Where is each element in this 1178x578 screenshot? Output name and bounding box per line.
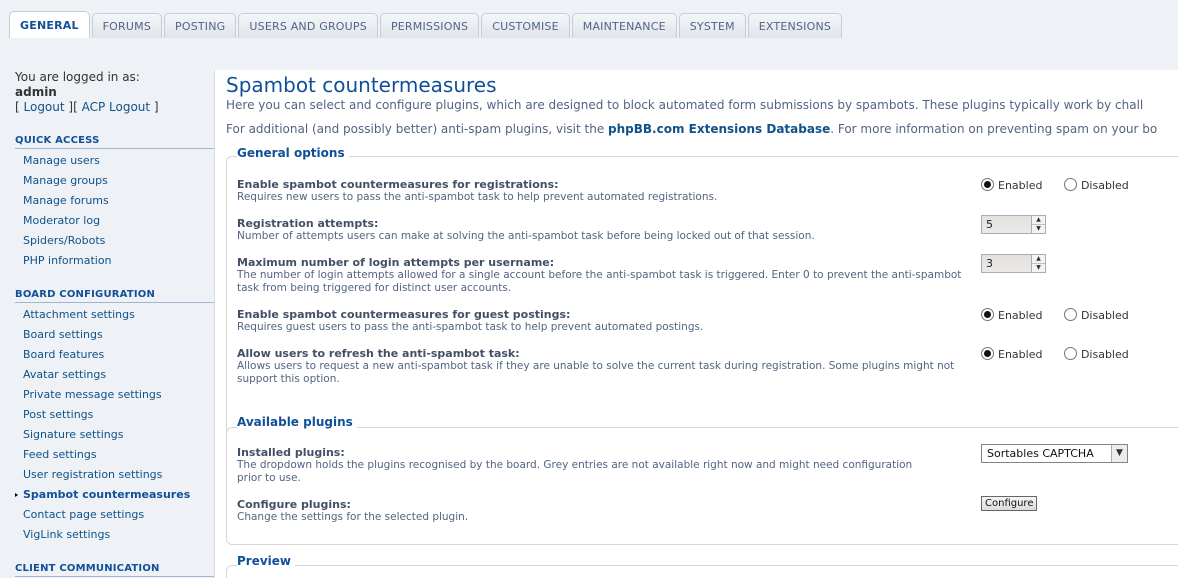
sidebar-item-moderator-log[interactable]: Moderator log bbox=[23, 214, 101, 227]
plugin-select[interactable] bbox=[981, 444, 1128, 463]
sidebar-item-spambot-countermeasures[interactable]: Spambot countermeasures bbox=[0, 485, 214, 505]
radio-label: Disabled bbox=[1080, 348, 1129, 361]
setting-row-reg-captcha bbox=[237, 178, 1177, 204]
username: admin bbox=[15, 85, 57, 99]
client-comm-heading: CLIENT COMMUNICATION bbox=[15, 563, 214, 577]
setting-row-login-attempts bbox=[237, 256, 1177, 295]
stepper-up-icon[interactable]: ▲ bbox=[1032, 216, 1045, 225]
sidebar-item-contact-page-settings[interactable]: Contact page settings bbox=[23, 508, 145, 521]
board-config-heading: BOARD CONFIGURATION bbox=[15, 289, 214, 303]
radio-checked-icon bbox=[981, 347, 994, 360]
radio-label: Disabled bbox=[1080, 309, 1129, 322]
sidebar-item-signature-settings[interactable]: Signature settings bbox=[23, 428, 124, 441]
stepper-value: 5 bbox=[986, 218, 993, 231]
setting-label: Maximum number of login attempts per username: bbox=[237, 256, 555, 269]
tab-permissions[interactable]: PERMISSIONS bbox=[380, 13, 479, 38]
radio-label: Enabled bbox=[998, 348, 1043, 361]
intro-text-1: Here you can select and configure plugins, which are designed to block automated form submissions by spambots. These plugins typically work by chall bbox=[226, 98, 1144, 112]
stepper-buttons bbox=[1031, 216, 1045, 233]
select-value: Sortables CAPTCHA bbox=[987, 447, 1094, 460]
tab-customise[interactable]: CUSTOMISE bbox=[481, 13, 570, 38]
sidebar-item-avatar-settings[interactable]: Avatar settings bbox=[23, 368, 107, 381]
sidebar-item-post-settings[interactable]: Post settings bbox=[23, 408, 94, 421]
installed-plugins-control bbox=[981, 444, 1128, 466]
radio-checked-icon bbox=[981, 308, 994, 321]
setting-row-refresh-captcha bbox=[237, 347, 1177, 386]
setting-label: Enable spambot countermeasures for registrations: bbox=[237, 178, 559, 191]
refresh-captcha-radios bbox=[981, 347, 1147, 361]
tab-users-and-groups[interactable]: USERS AND GROUPS bbox=[238, 13, 378, 38]
main-content bbox=[214, 70, 1178, 578]
general-options-legend: General options bbox=[237, 146, 349, 160]
sidebar-item-manage-groups[interactable]: Manage groups bbox=[23, 174, 108, 187]
setting-row-guest-captcha bbox=[237, 308, 1177, 334]
tab-forums[interactable]: FORUMS bbox=[92, 13, 162, 38]
guest-captcha-disabled-radio[interactable] bbox=[1064, 308, 1129, 322]
stepper-down-icon[interactable]: ▼ bbox=[1036, 264, 1041, 271]
sidebar-item-user-registration-settings[interactable]: User registration settings bbox=[23, 468, 163, 481]
sidebar-item-private-message-settings[interactable]: Private message settings bbox=[23, 388, 162, 401]
tab-general[interactable]: GENERAL bbox=[9, 11, 90, 39]
setting-label: Registration attempts: bbox=[237, 217, 379, 230]
radio-unchecked-icon bbox=[1064, 347, 1077, 360]
login-attempts-stepper[interactable] bbox=[981, 254, 1046, 273]
tab-posting[interactable]: POSTING bbox=[164, 13, 236, 38]
board-config-menu bbox=[0, 305, 214, 545]
acp-logout-link[interactable]: ACP Logout bbox=[81, 100, 151, 114]
tab-bar bbox=[0, 0, 1178, 38]
setting-label: Enable spambot countermeasures for guest postings: bbox=[237, 308, 571, 321]
sidebar-item-manage-forums[interactable]: Manage forums bbox=[23, 194, 109, 207]
setting-label: Installed plugins: bbox=[237, 446, 345, 459]
setting-explain: The number of login attempts allowed for a single account before the anti-spambot task is triggered. Enter 0 to prevent the anti-spambot task from being triggered for distinct user accounts. bbox=[237, 269, 962, 294]
logout-links: [ Logout ][ ACP Logout ] bbox=[15, 100, 159, 114]
setting-explain: Requires new users to pass the anti-spambot task to help prevent automated registrations. bbox=[237, 191, 718, 203]
intro-text-2 bbox=[226, 122, 1157, 136]
sidebar-item-board-features[interactable]: Board features bbox=[23, 348, 105, 361]
sidebar-item-spiders-robots[interactable]: Spiders/Robots bbox=[23, 234, 106, 247]
sidebar-item-manage-users[interactable]: Manage users bbox=[23, 154, 100, 167]
setting-label: Configure plugins: bbox=[237, 498, 351, 511]
guest-captcha-enabled-radio[interactable] bbox=[981, 308, 1042, 322]
page bbox=[0, 38, 1178, 578]
sidebar-item-php-information[interactable]: PHP information bbox=[23, 254, 112, 267]
logged-in-label: You are logged in as: bbox=[15, 70, 140, 84]
stepper-value: 3 bbox=[986, 257, 993, 270]
setting-row-installed-plugins bbox=[237, 446, 1177, 485]
setting-row-configure-plugins bbox=[237, 498, 1177, 524]
radio-unchecked-icon bbox=[1064, 178, 1077, 191]
plugins-legend: Available plugins bbox=[237, 415, 357, 429]
configure-button[interactable]: Configure bbox=[981, 496, 1037, 511]
configure-plugins-control bbox=[981, 496, 1037, 511]
page-title: Spambot countermeasures bbox=[226, 73, 497, 97]
intro-text-2-post: . For more information on preventing spam on your bo bbox=[830, 122, 1158, 136]
login-attempts-control bbox=[981, 254, 1046, 276]
setting-explain: Change the settings for the selected plugin. bbox=[237, 511, 469, 523]
setting-explain: The dropdown holds the plugins recognised by the board. Grey entries are not available right now and might need configuration prior to use. bbox=[237, 459, 913, 484]
radio-label: Disabled bbox=[1080, 179, 1129, 192]
sidebar-item-feed-settings[interactable]: Feed settings bbox=[23, 448, 97, 461]
tab-extensions[interactable]: EXTENSIONS bbox=[748, 13, 842, 38]
preview-fieldset bbox=[226, 565, 1178, 578]
refresh-captcha-enabled-radio[interactable] bbox=[981, 347, 1042, 361]
preview-legend: Preview bbox=[237, 554, 295, 568]
guest-captcha-radios bbox=[981, 308, 1147, 322]
setting-row-reg-attempts bbox=[237, 217, 1177, 243]
reg-captcha-radios bbox=[981, 178, 1147, 192]
setting-label: Allow users to refresh the anti-spambot task: bbox=[237, 347, 520, 360]
radio-checked-icon bbox=[981, 178, 994, 191]
chevron-down-icon: ▼ bbox=[1111, 445, 1127, 462]
reg-captcha-enabled-radio[interactable] bbox=[981, 178, 1042, 192]
logout-link[interactable]: Logout bbox=[23, 100, 65, 114]
refresh-captcha-disabled-radio[interactable] bbox=[1064, 347, 1129, 361]
setting-explain: Requires guest users to pass the anti-spambot task to help prevent automated postings. bbox=[237, 321, 704, 333]
reg-attempts-control bbox=[981, 215, 1046, 237]
radio-label: Enabled bbox=[998, 309, 1043, 322]
tab-maintenance[interactable]: MAINTENANCE bbox=[572, 13, 677, 38]
setting-explain: Allows users to request a new anti-spambot task if they are unable to solve the current task during registration. Some plugins might not support this option. bbox=[237, 360, 955, 385]
sidebar-item-viglink-settings[interactable]: VigLink settings bbox=[23, 528, 111, 541]
reg-attempts-stepper[interactable] bbox=[981, 215, 1046, 234]
stepper-down-icon[interactable]: ▼ bbox=[1036, 225, 1041, 232]
tab-system[interactable]: SYSTEM bbox=[679, 13, 746, 38]
quick-access-menu bbox=[0, 151, 214, 271]
extensions-db-link[interactable]: phpBB.com Extensions Database bbox=[608, 122, 831, 136]
intro-text-2-pre: For additional (and possibly better) anti-spam plugins, visit the bbox=[226, 122, 609, 136]
stepper-buttons bbox=[1031, 255, 1045, 272]
sidebar-item-board-settings[interactable]: Board settings bbox=[23, 328, 103, 341]
sidebar-item-attachment-settings[interactable]: Attachment settings bbox=[23, 308, 135, 321]
quick-access-heading: QUICK ACCESS bbox=[15, 135, 214, 149]
radio-label: Enabled bbox=[998, 179, 1043, 192]
tabs bbox=[9, 11, 844, 38]
stepper-up-icon[interactable]: ▲ bbox=[1032, 255, 1045, 264]
setting-explain: Number of attempts users can make at solving the anti-spambot task before being locked out of that session. bbox=[237, 230, 815, 242]
sidebar bbox=[0, 38, 214, 578]
reg-captcha-disabled-radio[interactable] bbox=[1064, 178, 1129, 192]
login-info bbox=[15, 70, 159, 115]
radio-unchecked-icon bbox=[1064, 308, 1077, 321]
